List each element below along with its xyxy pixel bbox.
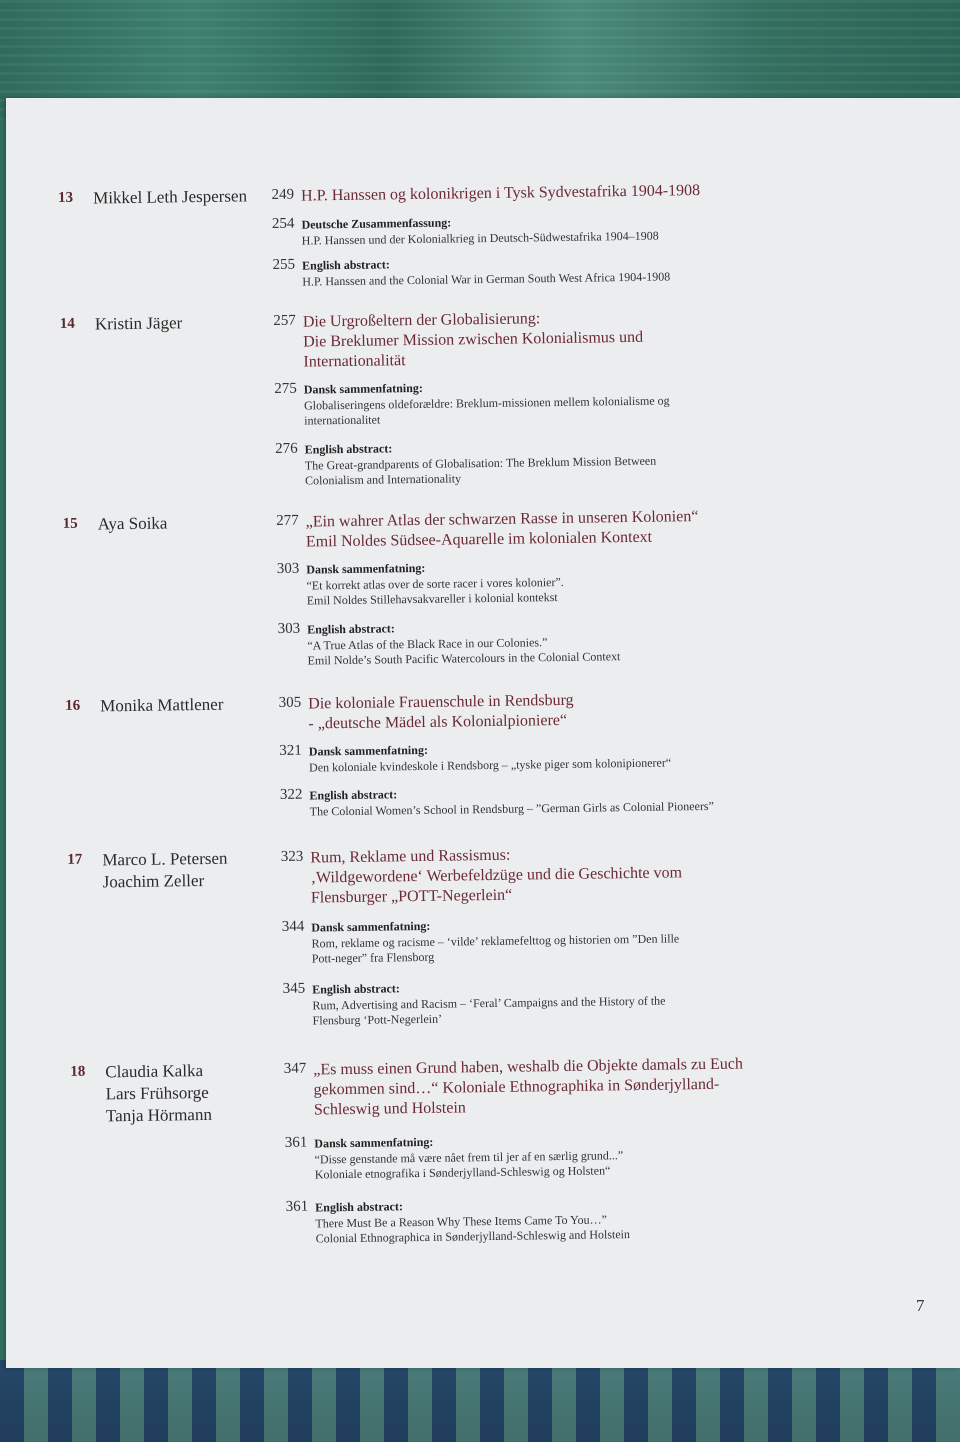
toc-entry-16 [12,683,960,819]
toc-entry-13 [5,175,959,289]
chapter-page: 347 [283,1060,307,1077]
chapter-authors [105,1060,212,1127]
title-line: Die Breklumer Mission zwischen Kolonialismus und [303,328,644,351]
abstract-heading: Dansk sammenfatning: [314,1134,434,1151]
abstract-heading: Dansk sammenfatning: [308,742,428,759]
chapter-page: 277 [276,512,299,529]
title-line: gekommen sind…“ Koloniale Ethnographika in Sønderjylland- [313,1075,720,1099]
abstract-heading: Dansk sammenfatning: [303,380,423,397]
abstract-heading: Dansk sammenfatning: [306,560,426,577]
title-line: Internationalität [303,352,406,371]
toc-entry-14 [7,301,960,488]
abstract-line: Emil Nolde’s South Pacific Watercolours in the Colonial Context [307,649,621,668]
author-name: Aya Soika [97,513,168,534]
abstract-line: H.P. Hanssen and the Colonial War in German South West Africa 1904-1908 [302,269,671,289]
abstract-line: Rum, Advertising and Racism – ‘Feral’ Campaigns and the History of the [312,993,666,1013]
title-line: „Ein wahrer Atlas der schwarzen Rasse in unseren Kolonien“ [305,508,699,531]
chapter-authors [93,185,247,209]
author-name: Kristin Jäger [94,313,183,334]
toc-entry-15 [10,501,960,668]
abstract-line: There Must Be a Reason Why These Items Came To You…” [315,1212,607,1231]
abstract-heading: English abstract: [307,621,395,637]
title-line: Die Urgroßeltern der Globalisierung: [302,310,541,331]
abstract-text [315,1210,785,1247]
chapter-authors [100,694,224,718]
title-line: Rum, Reklame und Rassismus: [310,846,511,867]
abstract-text [311,930,781,967]
chapter-page: 305 [278,694,302,711]
abstract-line: Flensburg ‘Pott-Negerlein’ [312,1011,443,1028]
chapter-title [301,180,771,207]
author-name: Tanja Hörmann [105,1104,213,1126]
title-line: Die koloniale Frauenschule in Rendsburg [308,691,574,713]
abstract-line: Colonialism and Internationality [304,471,462,488]
abstract-page: 345 [282,980,306,997]
title-line: H.P. Hanssen og kolonikrigen i Tysk Sydvestafrika 1904-1908 [300,182,701,205]
chapter-number: 16 [65,697,81,714]
title-line: Schleswig und Holstein [313,1099,466,1119]
chapter-number: 18 [70,1063,86,1080]
abstract-heading: English abstract: [304,441,393,457]
chapter-page: 249 [271,186,295,203]
abstract-page: 254 [271,215,295,232]
chapter-number: 17 [67,851,83,868]
chapter-number: 15 [62,515,78,532]
chapter-authors [98,512,168,535]
author-name: Mikkel Leth Jespersen [92,186,248,208]
chapter-title [313,1054,784,1121]
chapter-title [306,506,777,553]
abstract-line: “Et korrekt atlas over de sorte racer i vores kolonier”. [306,574,564,593]
abstract-page: 275 [274,380,297,397]
abstract-heading: English abstract: [309,787,398,803]
abstract-line: “Disse genstande må være nået frem til jer af en særlig grund...” [314,1148,624,1167]
abstract-heading: Deutsche Zusammenfassung: [301,215,452,232]
chapter-title [310,842,781,909]
abstract-text [305,452,775,489]
author-name: Marco L. Petersen [102,848,228,870]
abstract-line: Pott-neger” fra Flensborg [311,949,435,966]
author-name: Monika Mattlener [100,694,224,716]
abstract-text [307,632,777,669]
title-line: „Es muss einen Grund haben, weshalb die Objekte damals zu Euch [313,1055,744,1079]
abstract-heading: Dansk sammenfatning: [311,918,431,935]
title-line: - „deutsche Mädel als Kolonialpioniere“ [308,711,568,733]
author-name: Claudia Kalka [105,1061,204,1082]
author-name: Joachim Zeller [102,870,205,892]
page-number: 7 [916,1296,925,1315]
abstract-page: 344 [281,918,305,935]
abstract-text [304,392,774,429]
abstract-line: internationalitet [304,412,381,428]
chapter-authors [102,848,228,894]
toc-entry-18 [17,1049,960,1246]
author-name: Lars Frühsorge [105,1082,209,1104]
abstract-line: Emil Noldes Stillehavsakvareller i kolonial kontekst [306,590,558,608]
abstract-page: 321 [279,742,302,759]
abstract-text [312,992,782,1029]
abstract-heading: English abstract: [312,981,400,997]
title-line: Emil Noldes Südsee-Aquarelle im kolonialen Kontext [305,528,653,551]
abstract-page: 361 [285,1198,309,1215]
abstract-page: 276 [275,440,298,457]
abstract-line: Globaliseringens oldeforældre: Breklum-missionen mellem kolonialisme og [303,393,670,413]
abstract-heading: English abstract: [301,257,390,273]
abstract-text [314,1146,784,1183]
abstract-line: The Colonial Women’s School in Rendsburg – ”German Girls as Colonial Pioneers” [309,798,714,819]
chapter-number: 13 [58,189,74,206]
abstract-line: Colonial Ethnographica in Sønderjylland-Schleswig and Holstein [315,1227,631,1246]
table-of-contents [4,91,960,1374]
chapter-title [303,306,774,373]
chapter-number: 14 [59,315,75,332]
title-line: ‚Wildgewordene‘ Werbefeldzüge und die Geschichte vom [310,864,683,887]
abstract-line: Den koloniale kvindeskole i Rendsborg – „tyske piger som kolonipionerer“ [308,755,672,775]
abstract-page: 322 [279,786,303,803]
chapter-title [308,688,779,735]
toc-entry-17 [14,837,960,1028]
abstract-line: Rom, reklame og racisme – ‘vilde’ reklamefelttog og historien om ”Den lille [311,931,680,951]
abstract-line: Koloniale etnografika i Sønderjylland-Schleswig og Holsten“ [314,1163,611,1182]
abstract-page: 361 [284,1134,308,1151]
chapter-authors [95,312,183,335]
title-line: Flensburger „POTT-Negerlein“ [310,886,513,907]
abstract-page: 303 [276,560,300,577]
abstract-line: The Great-grandparents of Globalisation: The Breklum Mission Between [304,453,657,473]
book-page [6,98,960,1368]
abstract-page: 303 [277,620,301,637]
abstract-page: 255 [272,256,296,273]
abstract-text [306,572,776,609]
abstract-heading: English abstract: [315,1199,404,1215]
chapter-page: 257 [273,312,296,329]
abstract-line: “A True Atlas of the Black Race in our Colonies.” [307,635,548,653]
abstract-line: H.P. Hanssen und der Kolonialkrieg in Deutsch-Südwestafrika 1904–1908 [301,228,659,248]
chapter-page: 323 [280,848,304,865]
